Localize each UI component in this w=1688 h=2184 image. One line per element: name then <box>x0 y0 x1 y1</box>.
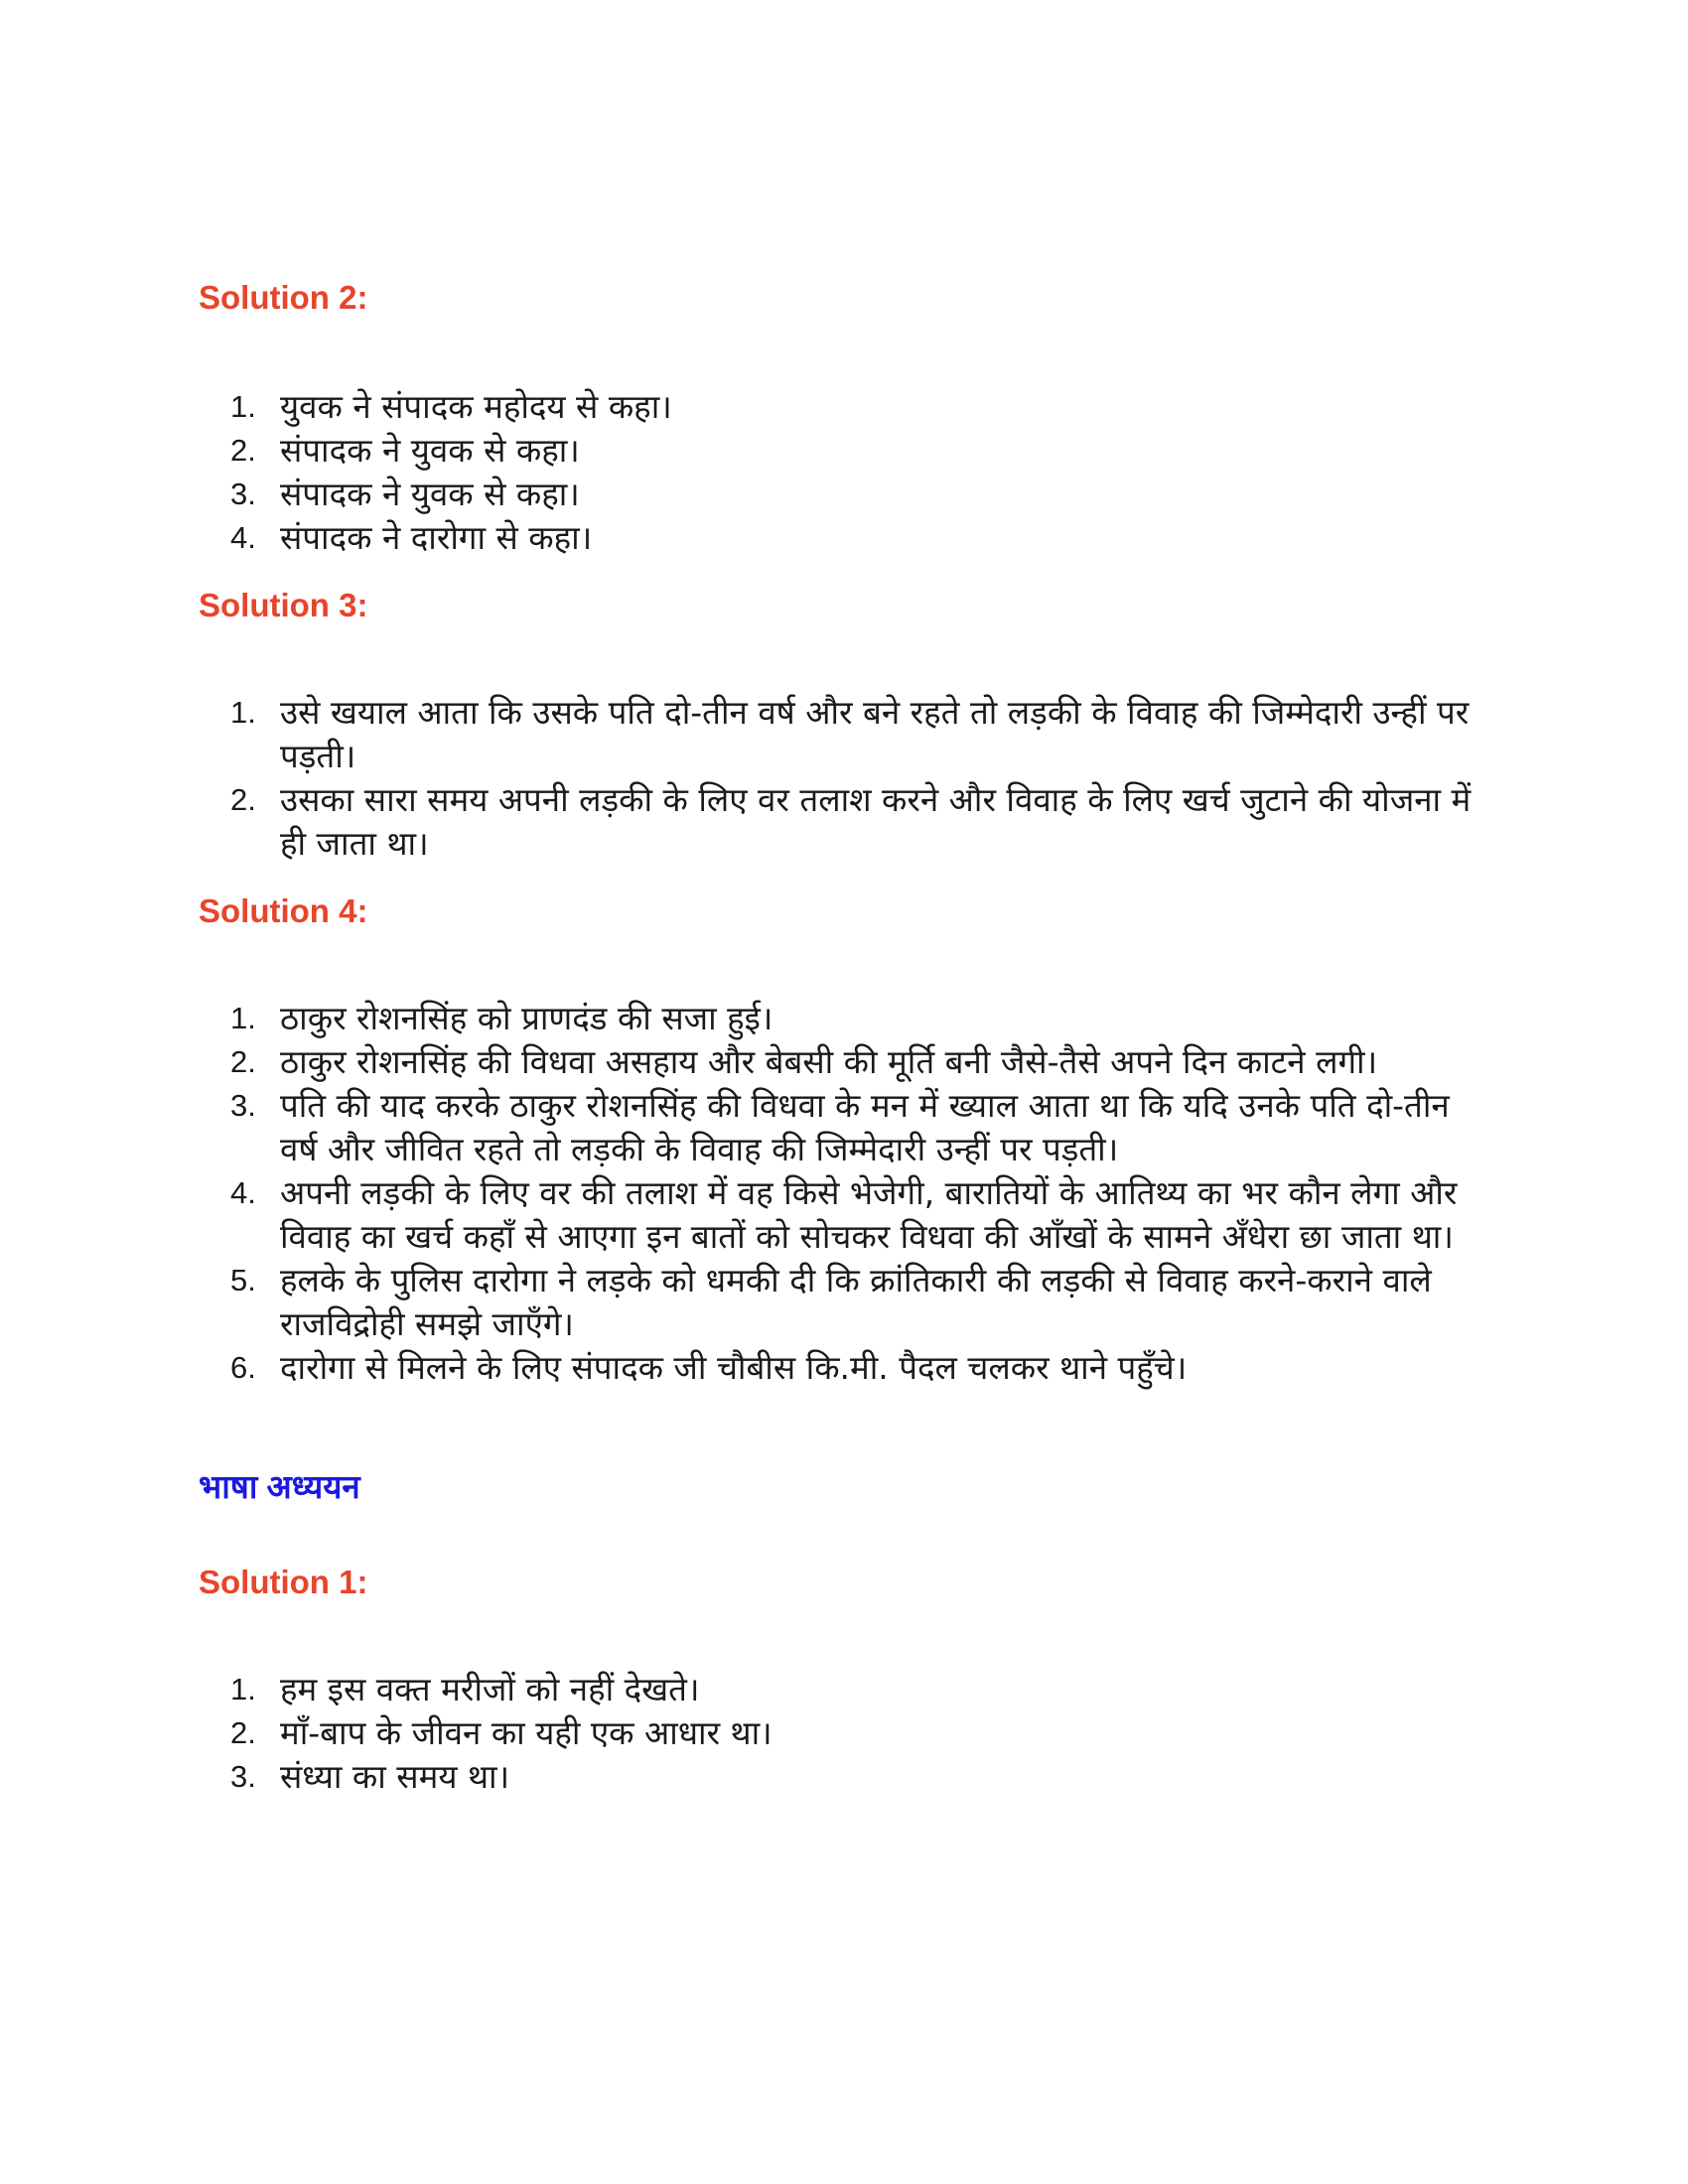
solution-2-heading: Solution 2: <box>199 279 368 316</box>
list-number: 3. <box>230 1088 256 1123</box>
list-item <box>199 385 672 429</box>
list-text: ठाकुर रोशनसिंह की विधवा असहाय और बेबसी की मूर्ति बनी जैसे-तैसे अपने दिन काटने लगी। <box>280 1042 1378 1081</box>
list-item <box>199 429 672 473</box>
list-item <box>199 1084 1489 1171</box>
solution-1-heading: Solution 1: <box>199 1564 368 1600</box>
list-item <box>199 691 1489 778</box>
list-item <box>199 1668 773 1711</box>
list-item <box>199 473 672 516</box>
list-number: 2. <box>230 433 256 468</box>
list-item <box>199 1040 1489 1084</box>
list-text: संपादक ने युवक से कहा। <box>280 475 580 513</box>
list-text: संध्या का समय था। <box>280 1757 510 1796</box>
list-item <box>199 1755 773 1799</box>
list-text: संपादक ने दारोगा से कहा। <box>280 518 593 557</box>
list-text: हम इस वक्त मरीजों को नहीं देखते। <box>280 1670 700 1708</box>
list-number: 3. <box>230 1759 256 1794</box>
list-text: उसे खयाल आता कि उसके पति दो-तीन वर्ष और बने रहते तो लड़की के विवाह की जिम्मेदारी उन्हीं पर पड़ती। <box>280 693 1470 775</box>
list-number: 4. <box>230 1175 256 1210</box>
list-number: 5. <box>230 1263 256 1297</box>
list-item <box>199 1259 1489 1346</box>
list-text: ठाकुर रोशनसिंह को प्राणदंड की सजा हुई। <box>280 999 774 1037</box>
list-number: 2. <box>230 1044 256 1079</box>
list-item <box>199 997 1489 1040</box>
list-number: 1. <box>230 1001 256 1035</box>
list-item <box>199 516 672 560</box>
list-number: 1. <box>230 389 256 424</box>
list-number: 2. <box>230 1715 256 1750</box>
list-text: पति की याद करके ठाकुर रोशनसिंह की विधवा के मन में ख्याल आता था कि यदि उनके पति दो-तीन वर्ष और जीवित रहते तो लड़की के विवाह की जिम्मेदारी उन्हीं पर पड़ती। <box>280 1086 1450 1168</box>
list-text: संपादक ने युवक से कहा। <box>280 431 580 470</box>
solution-3-heading: Solution 3: <box>199 587 368 623</box>
list-item <box>199 1346 1489 1390</box>
list-text: युवक ने संपादक महोदय से कहा। <box>280 387 672 426</box>
list-item <box>199 1171 1489 1259</box>
solution-1-list <box>199 1668 773 1799</box>
list-number: 2. <box>230 782 256 817</box>
list-item <box>199 778 1489 866</box>
list-number: 4. <box>230 520 256 555</box>
list-text: हलके के पुलिस दारोगा ने लड़के को धमकी दी कि क्रांतिकारी की लड़की से विवाह करने-कराने वाले राजविद्रोही समझे जाएँगे। <box>280 1261 1432 1343</box>
solution-4-heading: Solution 4: <box>199 892 368 929</box>
bhasha-adhyayan-heading: भाषा अध्ययन <box>199 1468 360 1505</box>
solution-3-list <box>199 691 1489 866</box>
list-number: 1. <box>230 695 256 730</box>
solution-2-list <box>199 385 672 560</box>
list-number: 1. <box>230 1672 256 1706</box>
list-number: 6. <box>230 1350 256 1385</box>
list-text: अपनी लड़की के लिए वर की तलाश में वह किसे भेजेगी, बारातियों के आतिथ्य का भर कौन लेगा और विवाह का खर्च कहाँ से आएगा इन बातों को सोचकर विधवा की आँखों के सामने अँधेरा छा जाता था। <box>280 1173 1458 1256</box>
solution-4-list <box>199 997 1489 1390</box>
list-text: उसका सारा समय अपनी लड़की के लिए वर तलाश करने और विवाह के लिए खर्च जुटाने की योजना में ही जाता था। <box>280 780 1472 863</box>
list-text: दारोगा से मिलने के लिए संपादक जी चौबीस कि.मी. पैदल चलकर थाने पहुँचे। <box>280 1348 1188 1387</box>
list-text: माँ-बाप के जीवन का यही एक आधार था। <box>280 1713 773 1752</box>
list-item <box>199 1711 773 1755</box>
list-number: 3. <box>230 477 256 511</box>
